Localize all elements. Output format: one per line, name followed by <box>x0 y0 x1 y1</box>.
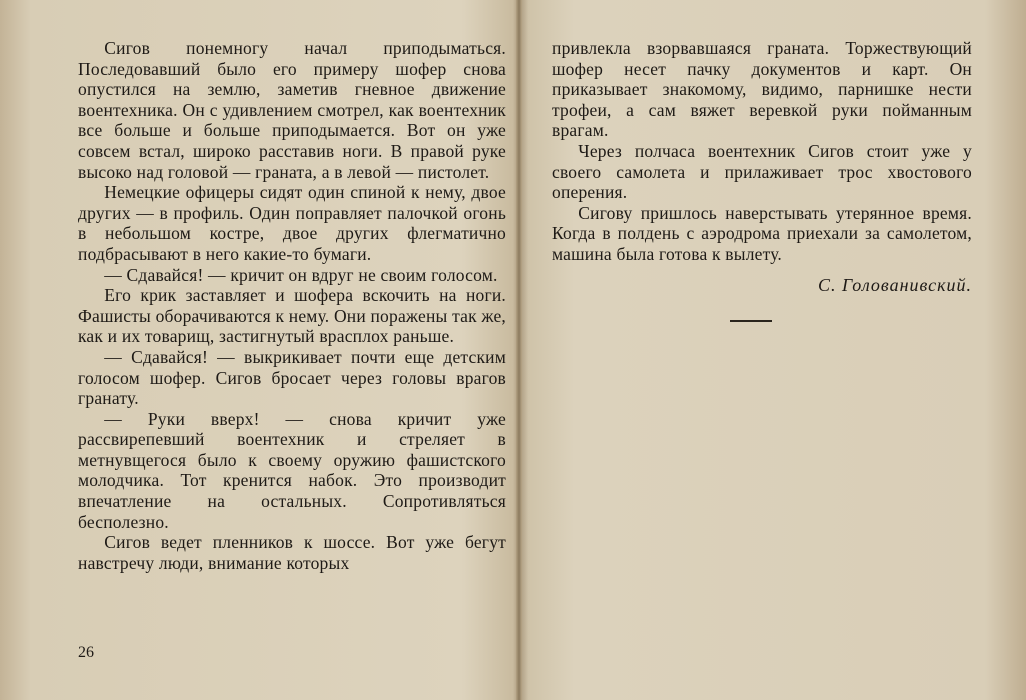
paragraph: Через полчаса воентехник Сигов стоит уже у своего самолета и прилаживает трос хвостового оперения. <box>552 140 972 203</box>
paragraph: Сигов понемногу начал приподыматься. Последовавший было его примеру шофер снова опустился на землю, заметив гневное движение воентехника. Он с удивлением смотрел, как воентехник все больше и больше приподымается. Вот он уже совсем встал, широко расставив ноги. В правой руке высоко над головой — граната, а в левой — пистолет. <box>78 38 506 182</box>
paragraph: Сигову пришлось наверстывать утерянное время. Когда в полдень с аэродрома приехали за самолетом, машина была готова к вылету. <box>552 202 972 264</box>
page-number: 26 <box>78 644 94 661</box>
paragraph: — Сдавайся! — кричит он вдруг не своим голосом. <box>104 264 498 285</box>
paragraph: — Руки вверх! — снова кричит уже рассвирепевший воентехник и стреляет в метнувщегося было к своему оружию фашистского молодчика. Тот кренится набок. Это производит впечатление на остальных. Сопротивляться бесполезно. <box>78 408 506 532</box>
paragraph: привлекла взорвавшаяся граната. Торжествующий шофер несет пачку документов и карт. Он приказывает знакомому, видимо, парнишке нести трофеи, а сам вяжет веревкой руки пойманным врагам. <box>552 38 972 141</box>
book-spine <box>516 0 522 700</box>
paragraph: — Сдавайся! — выкрикивает почти еще детским голосом шофер. Сигов бросает через головы врагов гранату. <box>78 346 506 409</box>
paragraph: Его крик заставляет и шофера вскочить на ноги. Фашисты оборачиваются к нему. Они поражены так же, как и их товарищ, застигнутый врасплох раньше. <box>78 285 506 347</box>
author-signature: С. Голованивский. <box>817 274 972 295</box>
right-page <box>552 38 972 322</box>
paragraph: Немецкие офицеры сидят один спиной к нему, двое других — в профиль. Один поправляет палочкой огонь в небольшом костре, двое других флегматично подбрасывают в него какие-то бумаги. <box>78 182 506 264</box>
paragraph: Сигов ведет пленников к шоссе. Вот уже бегут навстречу люди, внимание которых <box>78 532 506 573</box>
end-rule <box>730 320 772 322</box>
left-page <box>78 38 506 573</box>
